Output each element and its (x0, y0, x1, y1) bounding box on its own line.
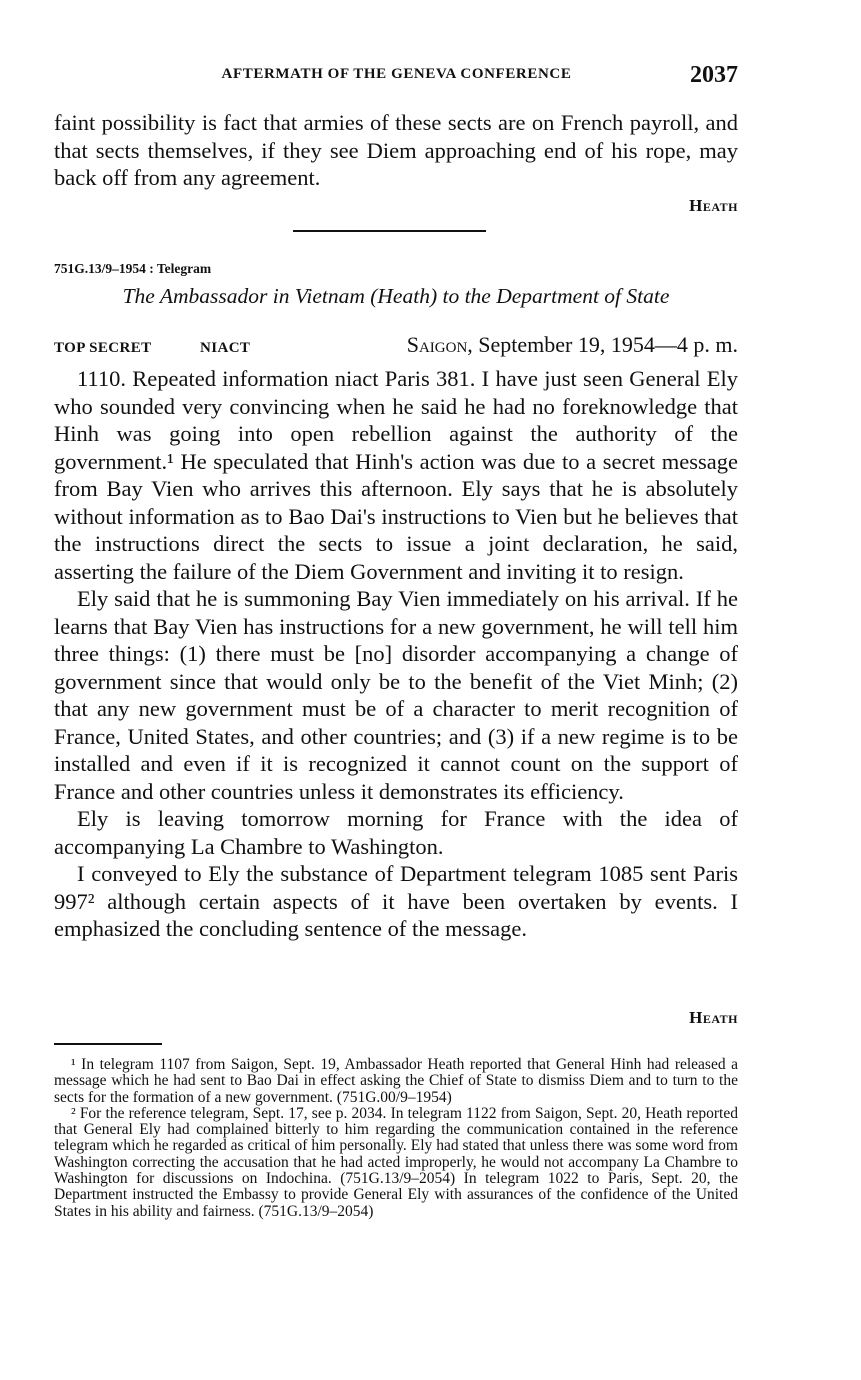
telegram-signature: Heath (689, 1008, 738, 1027)
running-head: AFTERMATH OF THE GENEVA CONFERENCE (221, 66, 572, 82)
dateline-date: , September 19, 1954—4 p. m. (467, 332, 738, 357)
telegram-paragraph-3: Ely is leaving tomorrow morning for France with the idea of accompanying La Chambre to Washington. (54, 806, 738, 859)
footnote-2: ² For the reference telegram, Sept. 17, see p. 2034. In telegram 1122 from Saigon, Sept. 20, Heath reported that General Ely had complained bitterly to him regarding the communication contained in the reference telegram which he regarded as critical of him personally. Ely had stated that unless there was some word from Washington correcting the accusation that he had acted improperly, he would not accompany La Chambre to Washington for discussions on Indochina. (751G.13/9–2054) In telegram 1022 to Paris, Sept. 20, the Department instructed the Embassy to provide General Ely with assurances of the confidence of the United States in his ability and fairness. (751G.13/9–2054) (54, 1104, 738, 1220)
priority-label: NIACT (200, 340, 251, 356)
page-number: 2037 (690, 62, 738, 88)
telegram-paragraph-2: Ely said that he is summoning Bay Vien immediately on his arrival. If he learns that Bay Vien has instructions for a new government, he will tell him three things: (1) there must be [no] disorder accompanying a change of government since that would only be to the benefit of the Viet Minh; (2) that any new government must be of a character to merit recognition of France, United States, and other countries; and (3) if a new regime is to be installed and even if it is recognized it cannot count on the support of France and other countries unless it demonstrates its efficiency. (54, 586, 738, 804)
document-title: The Ambassador in Vietnam (Heath) to the Department of State (122, 284, 670, 308)
continuation-text-block (54, 109, 738, 192)
telegram-paragraph-1: 1110. Repeated information niact Paris 381. I have just seen General Ely who sounded very convincing when he said he had no foreknowledge that Hinh was going into open rebellion against the authority of the government.¹ He speculated that Hinh's action was due to a secret message from Bay Vien who arrives this afternoon. Ely says that he is absolutely without information as to Bao Dai's instructions to Vien but he believes that the instructions direct the sects to issue a joint declaration, he said, asserting the failure of the Diem Government and inviting it to resign. (54, 366, 738, 584)
footnote-rule (54, 1043, 162, 1045)
section-divider (293, 230, 486, 232)
footnotes (54, 1057, 738, 1220)
footnote-1: ¹ In telegram 1107 from Saigon, Sept. 19, Ambassador Heath reported that General Hinh had released a message which he had sent to Bao Dai in effect asking the Chief of State to dismiss Diem and to turn to the sects for the formation of a new government. (751G.00/9–1954) (54, 1056, 738, 1106)
dateline (407, 332, 738, 358)
classification-label: TOP SECRET (54, 340, 152, 356)
continuation-paragraph: faint possibility is fact that armies of these sects are on French payroll, and that sects themselves, if they see Diem approaching end of his rope, may back off from any agreement. (54, 110, 738, 190)
dateline-place: Saigon (406, 332, 468, 357)
document-reference: 751G.13/9–1954 : Telegram (54, 261, 212, 276)
telegram-paragraph-4: I conveyed to Ely the substance of Department telegram 1085 sent Paris 997² although certain aspects of it have been overtaken by events. I emphasized the concluding sentence of the message. (54, 861, 738, 941)
telegram-body (54, 365, 738, 943)
continuation-signature: Heath (689, 196, 738, 215)
